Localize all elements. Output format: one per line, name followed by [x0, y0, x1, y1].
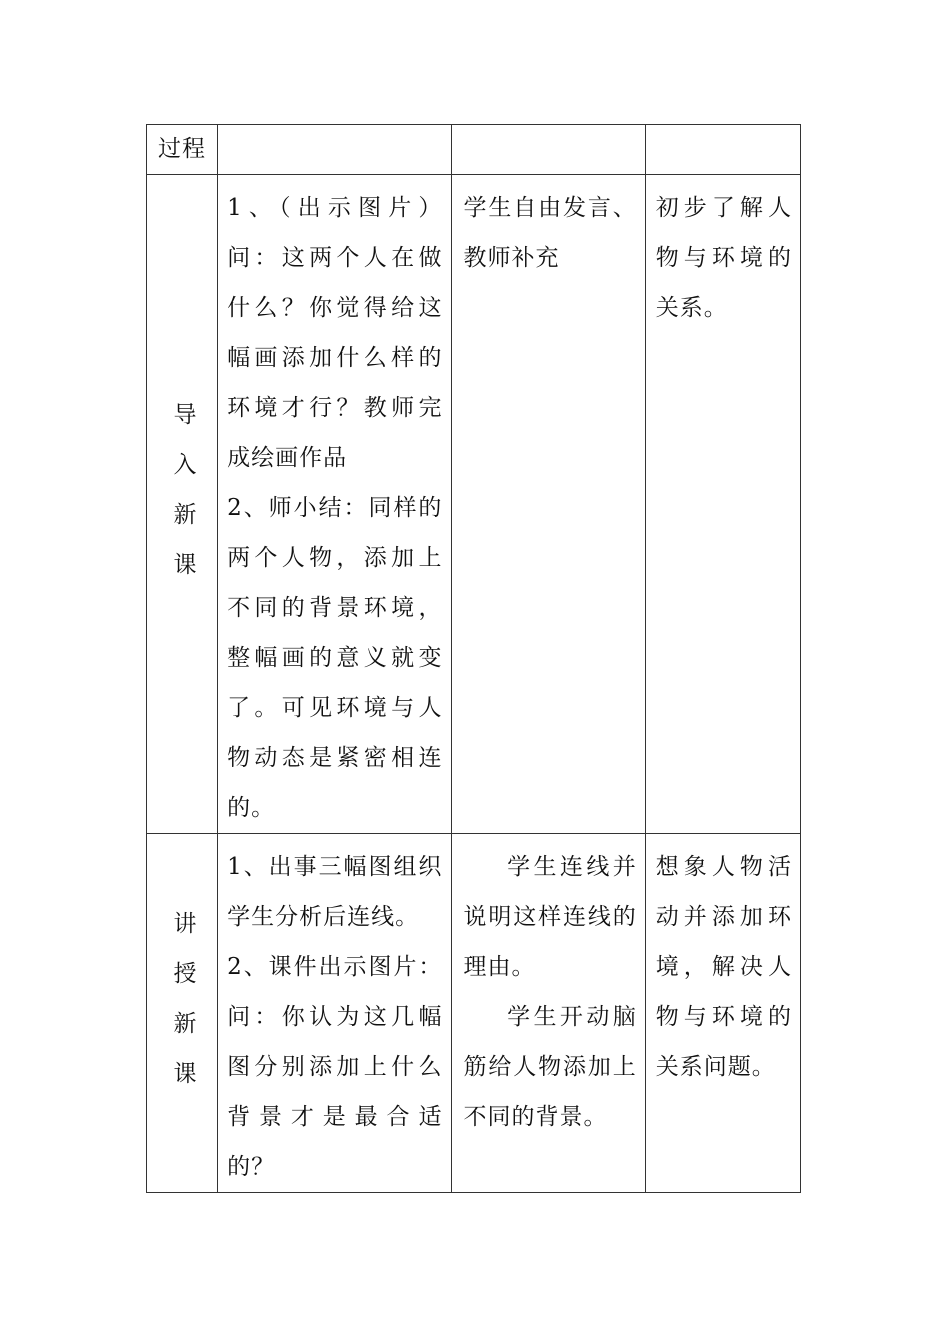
stage-label-teach: 讲授新课	[169, 911, 196, 1111]
design-intent-intro: 初步了解人物与环境的关系。	[655, 195, 792, 321]
design-intent-teach: 想象人物活动并添加环境，解决人物与环境的关系问题。	[655, 854, 792, 1080]
student-activity-cell-intro	[452, 175, 645, 834]
teacher-activity-intro: 1、（出示图片）问：这两个人在做什么？你觉得给这幅画添加什么样的环境才行？教师完成绘画作品 2、师小结：同样的两个人物，添加上不同的背景环境，整幅画的意义就变了。可见环境与人物动态是紧密相连的。	[227, 195, 443, 821]
header-stage-label: 过程	[158, 136, 206, 162]
stage-cell-teach	[147, 834, 218, 1193]
table-row-intro	[147, 175, 801, 834]
header-row	[147, 125, 801, 175]
header-empty-cell-4	[645, 125, 800, 175]
header-empty-cell-3	[452, 125, 645, 175]
teacher-activity-cell-teach	[218, 834, 452, 1193]
student-activity-intro: 学生自由发言、教师补充	[463, 195, 637, 271]
design-intent-cell-teach	[645, 834, 800, 1193]
header-stage-cell	[147, 125, 218, 175]
table-row-teach	[147, 834, 801, 1193]
student-activity-teach-p1: 学生连线并说明这样连线的理由。	[463, 854, 637, 980]
stage-cell-intro	[147, 175, 218, 834]
lesson-plan-table	[146, 124, 801, 1193]
header-empty-cell-2	[218, 125, 452, 175]
design-intent-cell-intro	[645, 175, 800, 834]
teacher-activity-cell-intro	[218, 175, 452, 834]
teacher-activity-teach: 1、出事三幅图组织学生分析后连线。 2、课件出示图片：问：你认为这几幅图分别添加上什么背景才是最合适的？	[227, 854, 443, 1180]
student-activity-teach-p2: 学生开动脑筋给人物添加上不同的背景。	[463, 1004, 637, 1130]
stage-label-intro: 导入新课	[169, 402, 196, 602]
student-activity-cell-teach	[452, 834, 645, 1193]
